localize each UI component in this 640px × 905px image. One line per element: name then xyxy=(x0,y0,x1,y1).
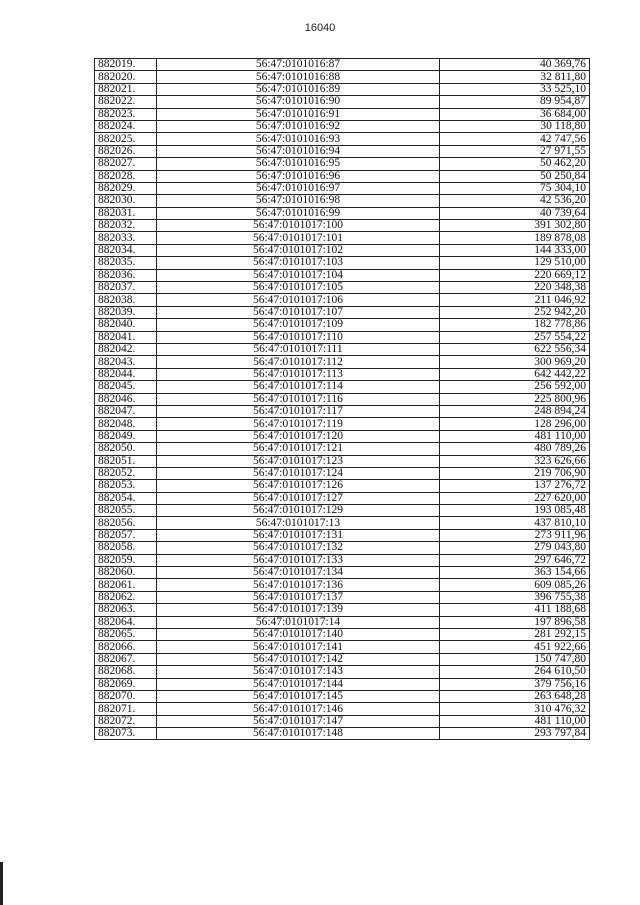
cadastral-number-cell: 56:47:0101017:148 xyxy=(157,728,440,740)
table-row xyxy=(95,170,590,182)
cadastral-value-cell: 622 556,34 xyxy=(440,343,590,355)
cadastral-number-cell: 56:47:0101017:145 xyxy=(157,690,440,702)
table-row xyxy=(95,604,590,616)
row-number-cell: 882058. xyxy=(95,542,157,554)
row-number-cell: 882072. xyxy=(95,715,157,727)
cadastral-number-cell: 56:47:0101017:120 xyxy=(157,430,440,442)
cadastral-number-cell: 56:47:0101017:102 xyxy=(157,244,440,256)
row-number-cell: 882026. xyxy=(95,145,157,157)
row-number-cell: 882038. xyxy=(95,294,157,306)
row-number-cell: 882041. xyxy=(95,331,157,343)
cadastral-value-cell: 220 348,38 xyxy=(440,282,590,294)
table-row xyxy=(95,641,590,653)
cadastral-value-cell: 225 800,96 xyxy=(440,393,590,405)
cadastral-value-cell: 642 442,22 xyxy=(440,368,590,380)
row-number-cell: 882033. xyxy=(95,232,157,244)
row-number-cell: 882029. xyxy=(95,182,157,194)
cadastral-number-cell: 56:47:0101017:121 xyxy=(157,443,440,455)
row-number-cell: 882055. xyxy=(95,505,157,517)
table-row xyxy=(95,282,590,294)
cadastral-value-cell: 182 778,86 xyxy=(440,319,590,331)
cadastral-number-cell: 56:47:0101017:140 xyxy=(157,628,440,640)
cadastral-number-cell: 56:47:0101017:136 xyxy=(157,579,440,591)
cadastral-value-cell: 42 747,56 xyxy=(440,133,590,145)
row-number-cell: 882030. xyxy=(95,195,157,207)
cadastral-value-cell: 411 188,68 xyxy=(440,604,590,616)
cadastral-value-cell: 293 797,84 xyxy=(440,728,590,740)
cadastral-number-cell: 56:47:0101017:134 xyxy=(157,567,440,579)
table-row xyxy=(95,728,590,740)
cadastral-value-cell: 310 476,32 xyxy=(440,703,590,715)
table-row xyxy=(95,690,590,702)
table-row xyxy=(95,120,590,132)
table-row xyxy=(95,443,590,455)
cadastral-number-cell: 56:47:0101017:101 xyxy=(157,232,440,244)
cadastral-value-cell: 33 525,10 xyxy=(440,83,590,95)
row-number-cell: 882035. xyxy=(95,257,157,269)
table-row xyxy=(95,591,590,603)
cadastral-number-cell: 56:47:0101016:99 xyxy=(157,207,440,219)
cadastral-value-cell: 480 789,26 xyxy=(440,443,590,455)
cadastral-value-cell: 36 684,00 xyxy=(440,108,590,120)
cadastral-value-cell: 40 739,64 xyxy=(440,207,590,219)
cadastral-value-cell: 32 811,80 xyxy=(440,71,590,83)
table-row xyxy=(95,195,590,207)
table-row xyxy=(95,393,590,405)
cadastral-number-cell: 56:47:0101017:133 xyxy=(157,554,440,566)
row-number-cell: 882065. xyxy=(95,628,157,640)
table-row xyxy=(95,628,590,640)
row-number-cell: 882057. xyxy=(95,529,157,541)
cadastral-number-cell: 56:47:0101017:144 xyxy=(157,678,440,690)
row-number-cell: 882068. xyxy=(95,666,157,678)
cadastral-number-cell: 56:47:0101017:14 xyxy=(157,616,440,628)
table-row xyxy=(95,405,590,417)
cadastral-number-cell: 56:47:0101016:88 xyxy=(157,71,440,83)
cadastral-value-cell: 227 620,00 xyxy=(440,492,590,504)
row-number-cell: 882048. xyxy=(95,418,157,430)
cadastral-value-cell: 481 110,00 xyxy=(440,715,590,727)
cadastral-value-cell: 30 118,80 xyxy=(440,120,590,132)
page-number: 16040 xyxy=(304,22,336,34)
cadastral-value-cell: 193 085,48 xyxy=(440,505,590,517)
table-row xyxy=(95,294,590,306)
row-number-cell: 882051. xyxy=(95,455,157,467)
table-row xyxy=(95,567,590,579)
cadastral-value-cell: 263 648,28 xyxy=(440,690,590,702)
scan-edge-mark xyxy=(0,862,3,905)
row-number-cell: 882050. xyxy=(95,443,157,455)
table-row xyxy=(95,145,590,157)
table-row xyxy=(95,381,590,393)
cadastral-value-cell: 50 250,84 xyxy=(440,170,590,182)
table-row xyxy=(95,703,590,715)
row-number-cell: 882064. xyxy=(95,616,157,628)
row-number-cell: 882073. xyxy=(95,728,157,740)
cadastral-number-cell: 56:47:0101017:113 xyxy=(157,368,440,380)
cadastral-number-cell: 56:47:0101017:116 xyxy=(157,393,440,405)
cadastral-number-cell: 56:47:0101017:104 xyxy=(157,269,440,281)
cadastral-number-cell: 56:47:0101017:119 xyxy=(157,418,440,430)
table-row xyxy=(95,653,590,665)
row-number-cell: 882027. xyxy=(95,158,157,170)
table-row xyxy=(95,480,590,492)
row-number-cell: 882025. xyxy=(95,133,157,145)
cadastral-value-cell: 197 896,58 xyxy=(440,616,590,628)
cadastral-number-cell: 56:47:0101017:137 xyxy=(157,591,440,603)
row-number-cell: 882028. xyxy=(95,170,157,182)
cadastral-number-cell: 56:47:0101017:142 xyxy=(157,653,440,665)
cadastral-number-cell: 56:47:0101016:87 xyxy=(157,59,440,71)
cadastral-value-cell: 256 592,00 xyxy=(440,381,590,393)
row-number-cell: 882024. xyxy=(95,120,157,132)
table-row xyxy=(95,182,590,194)
row-number-cell: 882045. xyxy=(95,381,157,393)
cadastral-value-cell: 300 969,20 xyxy=(440,356,590,368)
cadastral-number-cell: 56:47:0101017:146 xyxy=(157,703,440,715)
cadastral-value-cell: 219 706,90 xyxy=(440,467,590,479)
row-number-cell: 882061. xyxy=(95,579,157,591)
cadastral-value-cell: 211 046,92 xyxy=(440,294,590,306)
cadastral-number-cell: 56:47:0101017:131 xyxy=(157,529,440,541)
cadastral-value-cell: 451 922,66 xyxy=(440,641,590,653)
row-number-cell: 882036. xyxy=(95,269,157,281)
cadastral-number-cell: 56:47:0101017:100 xyxy=(157,220,440,232)
cadastral-value-cell: 75 304,10 xyxy=(440,182,590,194)
table-row xyxy=(95,133,590,145)
cadastral-value-cell: 144 333,00 xyxy=(440,244,590,256)
table-row xyxy=(95,356,590,368)
cadastral-value-cell: 481 110,00 xyxy=(440,430,590,442)
row-number-cell: 882070. xyxy=(95,690,157,702)
table-row xyxy=(95,492,590,504)
table-row xyxy=(95,467,590,479)
row-number-cell: 882054. xyxy=(95,492,157,504)
row-number-cell: 882063. xyxy=(95,604,157,616)
cadastral-value-cell: 137 276,72 xyxy=(440,480,590,492)
row-number-cell: 882044. xyxy=(95,368,157,380)
cadastral-number-cell: 56:47:0101017:107 xyxy=(157,306,440,318)
cadastral-value-cell: 40 369,76 xyxy=(440,59,590,71)
cadastral-value-cell: 89 954,87 xyxy=(440,96,590,108)
row-number-cell: 882069. xyxy=(95,678,157,690)
cadastral-value-cell: 252 942,20 xyxy=(440,306,590,318)
cadastral-number-cell: 56:47:0101016:94 xyxy=(157,145,440,157)
cadastral-number-cell: 56:47:0101016:92 xyxy=(157,120,440,132)
row-number-cell: 882049. xyxy=(95,430,157,442)
cadastral-value-cell: 128 296,00 xyxy=(440,418,590,430)
cadastral-number-cell: 56:47:0101016:93 xyxy=(157,133,440,145)
row-number-cell: 882022. xyxy=(95,96,157,108)
cadastral-number-cell: 56:47:0101016:97 xyxy=(157,182,440,194)
cadastral-value-cell: 248 894,24 xyxy=(440,405,590,417)
table-row xyxy=(95,83,590,95)
row-number-cell: 882047. xyxy=(95,405,157,417)
row-number-cell: 882066. xyxy=(95,641,157,653)
cadastral-number-cell: 56:47:0101017:123 xyxy=(157,455,440,467)
row-number-cell: 882060. xyxy=(95,567,157,579)
row-number-cell: 882053. xyxy=(95,480,157,492)
cadastral-value-cell: 257 554,22 xyxy=(440,331,590,343)
cadastral-number-cell: 56:47:0101017:106 xyxy=(157,294,440,306)
cadastral-value-cell: 297 646,72 xyxy=(440,554,590,566)
cadastral-value-cell: 189 878,08 xyxy=(440,232,590,244)
cadastral-number-cell: 56:47:0101016:95 xyxy=(157,158,440,170)
table-row xyxy=(95,269,590,281)
table-row xyxy=(95,96,590,108)
cadastral-value-cell: 396 755,38 xyxy=(440,591,590,603)
cadastral-number-cell: 56:47:0101017:129 xyxy=(157,505,440,517)
table-row xyxy=(95,207,590,219)
table-row xyxy=(95,71,590,83)
table-row xyxy=(95,715,590,727)
cadastral-value-cell: 42 536,20 xyxy=(440,195,590,207)
cadastral-number-cell: 56:47:0101017:105 xyxy=(157,282,440,294)
row-number-cell: 882043. xyxy=(95,356,157,368)
cadastral-value-table xyxy=(94,58,590,740)
cadastral-value-cell: 220 669,12 xyxy=(440,269,590,281)
table-row xyxy=(95,579,590,591)
cadastral-number-cell: 56:47:0101017:139 xyxy=(157,604,440,616)
row-number-cell: 882031. xyxy=(95,207,157,219)
row-number-cell: 882056. xyxy=(95,517,157,529)
table-row xyxy=(95,616,590,628)
cadastral-value-cell: 129 510,00 xyxy=(440,257,590,269)
cadastral-value-cell: 50 462,20 xyxy=(440,158,590,170)
table-row xyxy=(95,257,590,269)
table-row xyxy=(95,430,590,442)
table-row xyxy=(95,529,590,541)
table-row xyxy=(95,319,590,331)
cadastral-number-cell: 56:47:0101017:13 xyxy=(157,517,440,529)
cadastral-number-cell: 56:47:0101017:126 xyxy=(157,480,440,492)
row-number-cell: 882037. xyxy=(95,282,157,294)
row-number-cell: 882019. xyxy=(95,59,157,71)
table-row xyxy=(95,455,590,467)
cadastral-number-cell: 56:47:0101016:89 xyxy=(157,83,440,95)
table-row xyxy=(95,59,590,71)
cadastral-number-cell: 56:47:0101017:143 xyxy=(157,666,440,678)
cadastral-value-cell: 273 911,96 xyxy=(440,529,590,541)
table-row xyxy=(95,678,590,690)
row-number-cell: 882059. xyxy=(95,554,157,566)
cadastral-value-cell: 323 626,66 xyxy=(440,455,590,467)
row-number-cell: 882071. xyxy=(95,703,157,715)
cadastral-value-cell: 609 085,26 xyxy=(440,579,590,591)
row-number-cell: 882020. xyxy=(95,71,157,83)
table-row xyxy=(95,554,590,566)
row-number-cell: 882062. xyxy=(95,591,157,603)
cadastral-value-cell: 27 971,55 xyxy=(440,145,590,157)
table-row xyxy=(95,331,590,343)
row-number-cell: 882067. xyxy=(95,653,157,665)
cadastral-number-cell: 56:47:0101017:109 xyxy=(157,319,440,331)
cadastral-number-cell: 56:47:0101017:111 xyxy=(157,343,440,355)
table-row xyxy=(95,505,590,517)
cadastral-number-cell: 56:47:0101017:141 xyxy=(157,641,440,653)
row-number-cell: 882021. xyxy=(95,83,157,95)
table-row xyxy=(95,232,590,244)
row-number-cell: 882042. xyxy=(95,343,157,355)
cadastral-number-cell: 56:47:0101017:110 xyxy=(157,331,440,343)
cadastral-value-cell: 279 043,80 xyxy=(440,542,590,554)
table-body xyxy=(95,59,590,740)
cadastral-number-cell: 56:47:0101017:132 xyxy=(157,542,440,554)
table-row xyxy=(95,343,590,355)
row-number-cell: 882039. xyxy=(95,306,157,318)
cadastral-number-cell: 56:47:0101017:124 xyxy=(157,467,440,479)
table-row xyxy=(95,517,590,529)
cadastral-number-cell: 56:47:0101017:147 xyxy=(157,715,440,727)
table-row xyxy=(95,368,590,380)
cadastral-number-cell: 56:47:0101016:90 xyxy=(157,96,440,108)
cadastral-value-cell: 150 747,80 xyxy=(440,653,590,665)
table-row xyxy=(95,244,590,256)
row-number-cell: 882034. xyxy=(95,244,157,256)
row-number-cell: 882032. xyxy=(95,220,157,232)
cadastral-value-cell: 391 302,80 xyxy=(440,220,590,232)
row-number-cell: 882052. xyxy=(95,467,157,479)
cadastral-value-cell: 363 154,66 xyxy=(440,567,590,579)
table-row xyxy=(95,108,590,120)
table-row xyxy=(95,418,590,430)
cadastral-number-cell: 56:47:0101017:112 xyxy=(157,356,440,368)
cadastral-value-cell: 379 756,16 xyxy=(440,678,590,690)
table-row xyxy=(95,666,590,678)
row-number-cell: 882023. xyxy=(95,108,157,120)
cadastral-value-cell: 437 810,10 xyxy=(440,517,590,529)
table-row xyxy=(95,542,590,554)
cadastral-number-cell: 56:47:0101017:103 xyxy=(157,257,440,269)
cadastral-value-cell: 281 292,15 xyxy=(440,628,590,640)
cadastral-number-cell: 56:47:0101017:114 xyxy=(157,381,440,393)
row-number-cell: 882040. xyxy=(95,319,157,331)
table-row xyxy=(95,306,590,318)
cadastral-value-cell: 264 610,50 xyxy=(440,666,590,678)
cadastral-number-cell: 56:47:0101016:96 xyxy=(157,170,440,182)
cadastral-number-cell: 56:47:0101016:91 xyxy=(157,108,440,120)
table-row xyxy=(95,158,590,170)
cadastral-number-cell: 56:47:0101016:98 xyxy=(157,195,440,207)
row-number-cell: 882046. xyxy=(95,393,157,405)
cadastral-number-cell: 56:47:0101017:117 xyxy=(157,405,440,417)
cadastral-number-cell: 56:47:0101017:127 xyxy=(157,492,440,504)
table-row xyxy=(95,220,590,232)
